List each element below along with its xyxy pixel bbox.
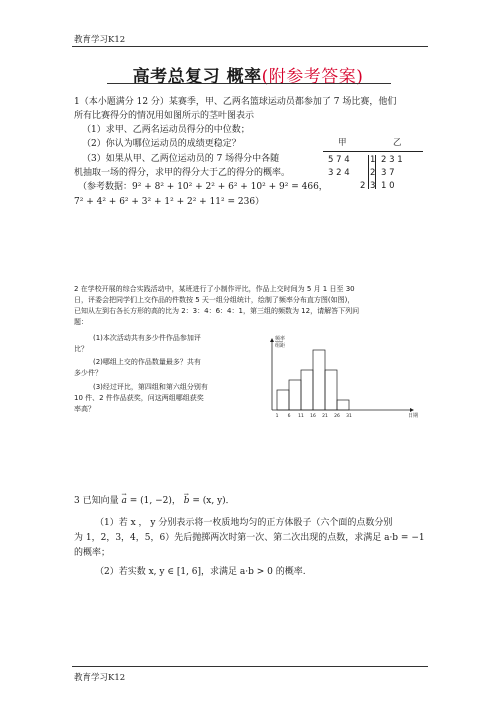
q2-s2b: 多少件？ [74,369,102,377]
page-footer: 教育学习K12 [74,673,126,683]
x-tick-label: 31 [346,414,352,419]
q2-s1a: (1)本次活动共有多少件作品参加评 [93,334,201,342]
page-header: 教育学习K12 [74,35,126,45]
stem-vline-left [368,155,369,189]
q3-line1 [74,494,235,508]
y-axis-arrow [270,338,274,342]
stem-row2-left: 3 2 4 [328,168,350,178]
vector-b-symbol: → b [184,496,190,506]
q3-line1-prefix: 3 已知向量 [74,496,119,506]
q2-line4: 题： [74,318,88,326]
x-tick-label: 16 [310,414,316,419]
stem-row3-left: 2 [360,181,366,191]
q1-ref2: 7² + 4² + 6² + 3² + 1² + 2² + 11² = 236） [74,197,265,207]
stem-hline [323,151,423,152]
q3-s1c: 的概率； [74,548,111,558]
q3-line1-end: = (x, y)． [192,496,235,506]
histogram-bar [325,370,337,410]
stem-row3-stem: 3 [370,181,376,191]
frequency-histogram [262,333,422,428]
x-axis-arrow [410,408,414,412]
x-tick-label: 11 [298,414,304,419]
q1-line1: 1（本小题满分 12 分）某赛季，甲、乙两名篮球运动员都参加了 7 场比赛，他们 [74,97,397,107]
stem-row1-stem: 1 [370,155,376,165]
x-tick-label: 26 [334,414,340,419]
x-tick-label: 1 [275,414,279,419]
q2-s3a: (3)经过评比，第四组和第六组分别有 [93,383,208,391]
q1-sub1: （1）求甲、乙两名运动员得分的中位数； [82,125,250,135]
histogram-bar [289,380,301,410]
q2-s3c: 率高？ [74,405,95,413]
q1-line2: 所有比赛得分的情况用如图所示的茎叶图表示 [74,111,255,121]
stem-head-left: 甲 [338,138,347,148]
q3-s1b: 为 1，2，3，4，5，6）先后抛掷两次时第一次、第二次出现的点数，求满足 a·b = −1 [74,533,425,543]
histogram-bar [301,370,313,410]
stem-head-right: 乙 [393,138,402,148]
title-sub: (附参考答案) [261,67,364,87]
q3-s1a: （1）若 x ， y 分别表示将一枚质地均匀的正方体骰子（六个面的点数分别 [95,518,393,528]
q2-line1: 2 在学校开展的综合实践活动中，某班进行了小制作评比，作品上交时间为 5 月 1 日至 30 [74,285,355,293]
q1-ref1: （参考数据：9² + 8² + 10² + 2² + 6² + 10² + 9² = 466， [78,182,328,192]
title-underline [107,83,391,84]
histogram-bar [277,390,289,410]
footer-rule [72,666,428,667]
stem-row2-stem: 2 [370,168,376,178]
q2-s3b: 10 件、2 件作品获奖，问这两组哪组获奖 [74,394,204,402]
x-axis-label: 日期 [408,413,419,419]
title-main: 高考总复习 概率 [132,67,262,87]
stem-row2-right: 3 7 [381,168,395,178]
stem-row1-left: 5 7 4 [328,155,350,165]
q1-sub3a: （3）如果从甲、乙两位运动员的 7 场得分中各随 [82,154,280,164]
q1-sub2: （2）你认为哪位运动员的成绩更稳定？ [82,139,241,149]
stem-row1-right: 2 3 1 [381,155,403,165]
q2-s1b: 比？ [74,345,88,353]
q2-line3: 已知从左到右各长方形的高的比为 2：3：4：6：4：1，第三组的频数为 12，请解答下列问 [74,307,360,315]
y-axis-label-1: 频率 [275,336,286,342]
q2-s2a: (2)哪组上交的作品数量最多？共有 [93,358,201,366]
vector-a-symbol: → a [121,496,126,506]
q3-s2: （2）若实数 x, y ∈ [1, 6]，求满足 a·b > 0 的概率. [95,567,306,577]
stem-row3-right: 1 0 [381,181,395,191]
header-rule [72,46,428,47]
q3-line1-mid: = (1, −2)， [129,496,181,506]
x-tick-label: 6 [287,414,291,419]
x-tick-label: 21 [322,414,328,419]
histogram-bar [313,350,325,410]
histogram-bar [337,400,349,410]
stem-leaf-plot [323,133,423,191]
q2-line2: 日，评委会把同学们上交作品的件数按 5 天一组分组统计，绘制了频率分布直方图(如图)， [74,296,355,304]
y-axis-label-2: 组距 [275,343,286,349]
q1-sub3b: 机抽取一场的得分，求甲的得分大于乙的得分的概率。 [74,168,291,178]
